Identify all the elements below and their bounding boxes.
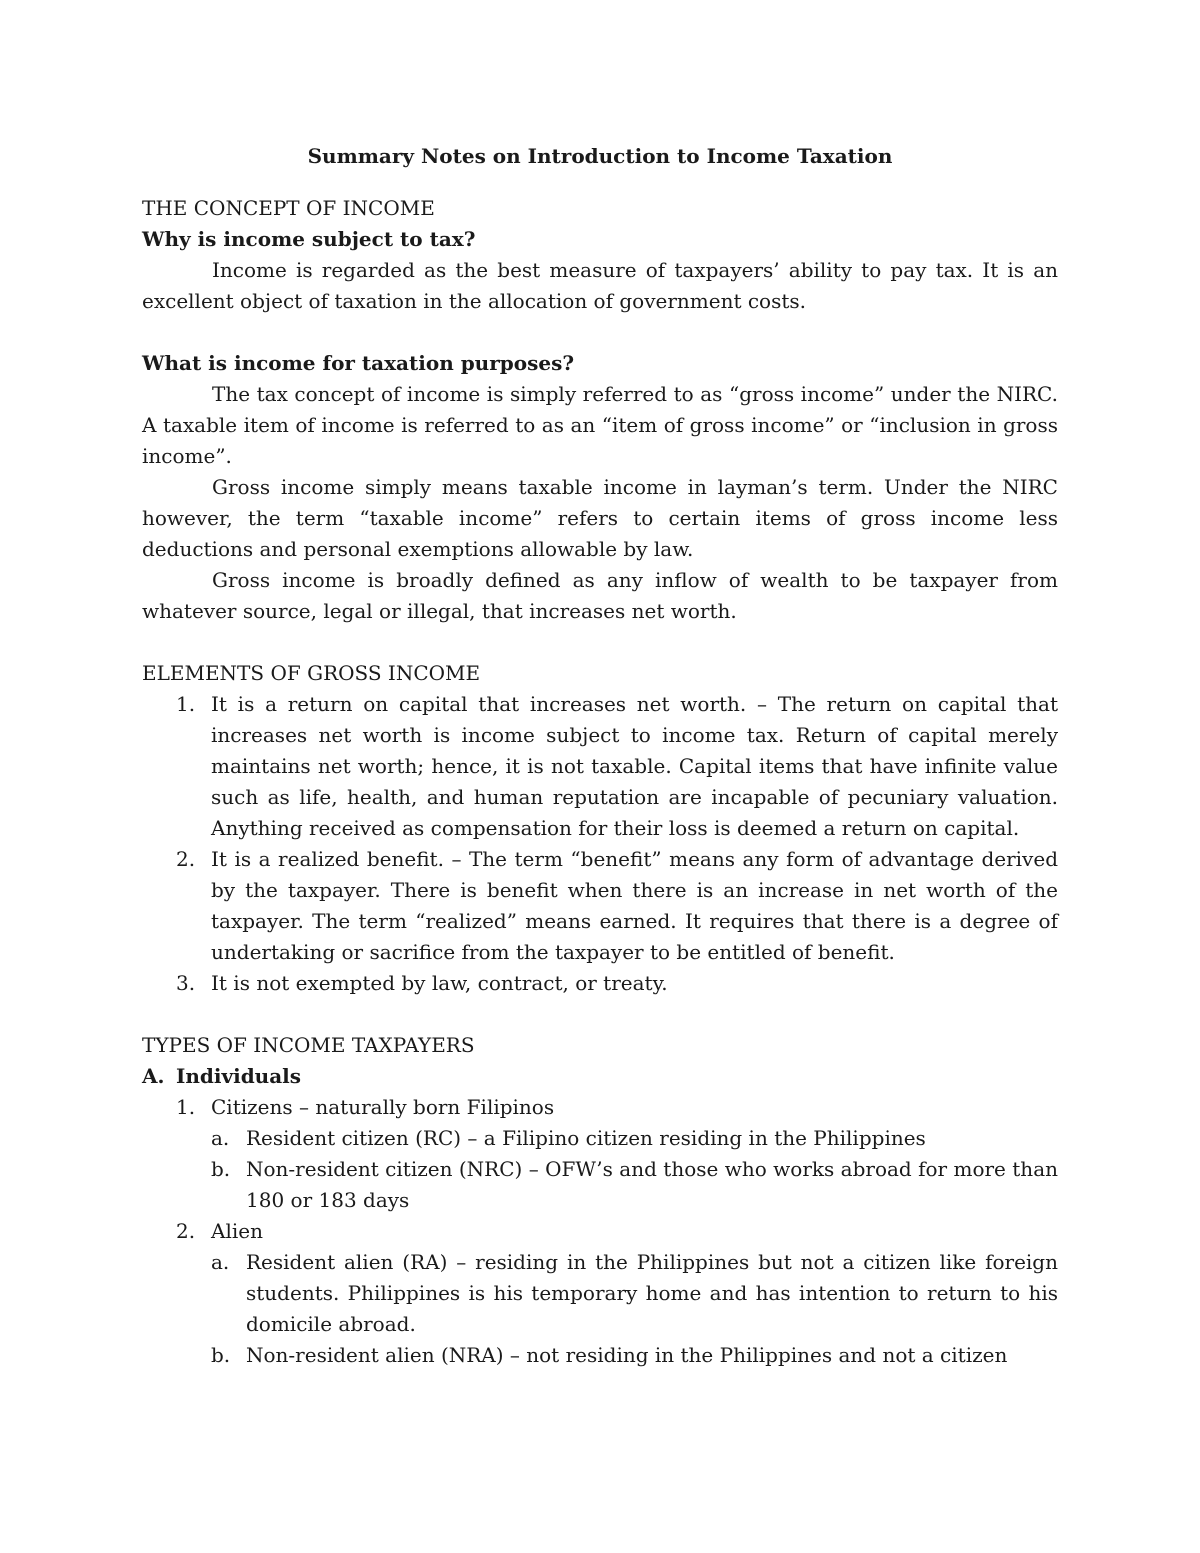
sublist-item bbox=[211, 1340, 1058, 1371]
list-marker: 2. bbox=[176, 847, 196, 871]
question-income-purpose: What is income for taxation purposes? bbox=[142, 351, 575, 375]
sublist-item-text: Non-resident alien (NRA) – not residing in the Philippines and not a citizen bbox=[246, 1343, 1008, 1367]
list-marker: 2. bbox=[176, 1219, 196, 1243]
section-individuals bbox=[142, 1061, 1058, 1092]
list-item-text: It is a return on capital that increases net worth. – The return on capital that increases net worth is income subject to income tax. Return of capital merely maintains net worth; hence, it is not taxable. Capital items that have infinite value such as life, health, and human reputation are incapable of pecuniary valuation. Anything received as compensation for their loss is deemed a return on capital. bbox=[211, 692, 1058, 840]
concept-heading: THE CONCEPT OF INCOME bbox=[142, 196, 435, 220]
list-item-citizens bbox=[142, 1092, 1058, 1216]
alien-sublist bbox=[211, 1247, 1058, 1371]
sublist-marker: b. bbox=[211, 1157, 231, 1181]
list-item-text: It is a realized benefit. – The term “benefit” means any form of advantage derived by the taxpayer. There is benefit when there is an increase in net worth of the taxpayer. The term “realized” means earned. It requires that there is a degree of undertaking or sacrifice from the taxpayer to be entitled of benefit. bbox=[211, 847, 1058, 964]
list-marker: 1. bbox=[176, 1095, 196, 1119]
paragraph-taxable-income: Gross income simply means taxable income in layman’s term. Under the NIRC however, the term “taxable income” refers to certain items of gross income less deductions and personal exemptions allowable by law. bbox=[142, 475, 1058, 561]
list-item-text: Alien bbox=[211, 1219, 263, 1243]
list-item bbox=[142, 844, 1058, 968]
section-marker: A. bbox=[142, 1064, 165, 1088]
elements-heading: ELEMENTS OF GROSS INCOME bbox=[142, 661, 481, 685]
list-item bbox=[142, 968, 1058, 999]
sublist-item-text: Resident alien (RA) – residing in the Philippines but not a citizen like foreign students. Philippines is his temporary home and has intention to return to his domicile abroad. bbox=[246, 1250, 1058, 1336]
list-item-alien bbox=[142, 1216, 1058, 1371]
spacer bbox=[142, 627, 1058, 658]
spacer bbox=[142, 317, 1058, 348]
sublist-item bbox=[211, 1123, 1058, 1154]
document-page bbox=[142, 141, 1058, 1371]
spacer bbox=[142, 999, 1058, 1030]
paragraph-gross-income-definition: Gross income is broadly defined as any inflow of wealth to be taxpayer from whatever source, legal or illegal, that increases net worth. bbox=[142, 568, 1058, 623]
question-why-taxed: Why is income subject to tax? bbox=[142, 227, 476, 251]
list-marker: 3. bbox=[176, 971, 196, 995]
list-item bbox=[142, 689, 1058, 844]
list-item-text: Citizens – naturally born Filipinos bbox=[211, 1095, 555, 1119]
sublist-item-text: Non-resident citizen (NRC) – OFW’s and those who works abroad for more than 180 or 183 days bbox=[246, 1157, 1058, 1212]
section-label: Individuals bbox=[176, 1064, 302, 1088]
paragraph-gross-income-concept: The tax concept of income is simply referred to as “gross income” under the NIRC. A taxable item of income is referred to as an “item of gross income” or “inclusion in gross income”. bbox=[142, 382, 1058, 468]
sublist-marker: a. bbox=[211, 1126, 230, 1150]
list-item-text: It is not exempted by law, contract, or treaty. bbox=[211, 971, 668, 995]
sublist-marker: a. bbox=[211, 1250, 230, 1274]
types-heading: TYPES OF INCOME TAXPAYERS bbox=[142, 1033, 475, 1057]
paragraph-ability-to-pay: Income is regarded as the best measure of taxpayers’ ability to pay tax. It is an excellent object of taxation in the allocation of government costs. bbox=[142, 258, 1058, 313]
individuals-list bbox=[142, 1092, 1058, 1371]
sublist-item-text: Resident citizen (RC) – a Filipino citizen residing in the Philippines bbox=[246, 1126, 926, 1150]
document-title: Summary Notes on Introduction to Income Taxation bbox=[307, 144, 893, 168]
sublist-item bbox=[211, 1247, 1058, 1340]
elements-list bbox=[142, 689, 1058, 999]
citizens-sublist bbox=[211, 1123, 1058, 1216]
list-marker: 1. bbox=[176, 692, 196, 716]
sublist-marker: b. bbox=[211, 1343, 231, 1367]
sublist-item bbox=[211, 1154, 1058, 1216]
